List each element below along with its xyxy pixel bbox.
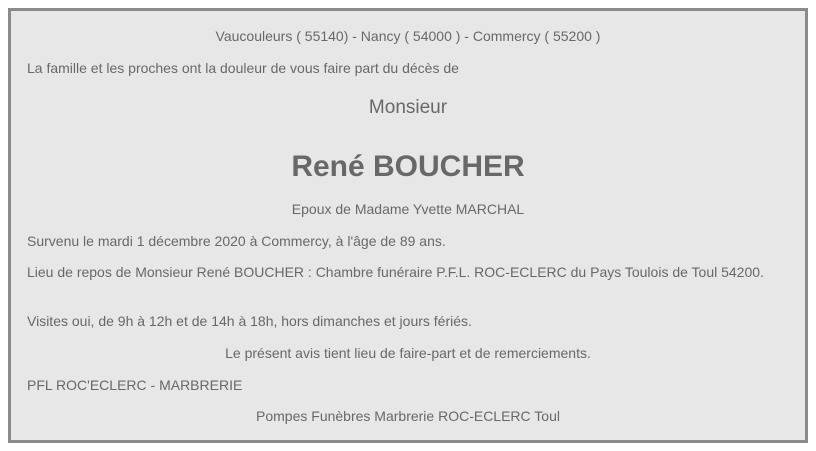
intro-text: La famille et les proches ont la douleur de vous faire part du décès de [27,60,459,76]
funeral-home-line: Pompes Funèbres Marbrerie ROC-ECLERC Toul [256,408,560,424]
resting-place-details: Lieu de repos de Monsieur René BOUCHER : Chambre funéraire P.F.L. ROC-ECLERC du Pays Toulois de Toul 54200. [27,264,764,280]
visiting-hours: Visites oui, de 9h à 12h et de 14h à 18h, hors dimanches et jours fériés. [27,313,472,329]
locations-line: Vaucouleurs ( 55140) - Nancy ( 54000 ) - Commercy ( 55200 ) [215,28,601,44]
spouse-line: Epoux de Madame Yvette MARCHAL [291,201,525,217]
acknowledgement-line: Le présent avis tient lieu de faire-part et de remerciements. [225,345,591,361]
deceased-name: René BOUCHER [291,150,525,183]
signature-line: PFL ROC'ECLERC - MARBRERIE [27,377,243,393]
death-details: Survenu le mardi 1 décembre 2020 à Commercy, à l'âge de 89 ans. [27,233,446,249]
civility-title: Monsieur [368,97,448,118]
obituary-notice [8,8,808,443]
